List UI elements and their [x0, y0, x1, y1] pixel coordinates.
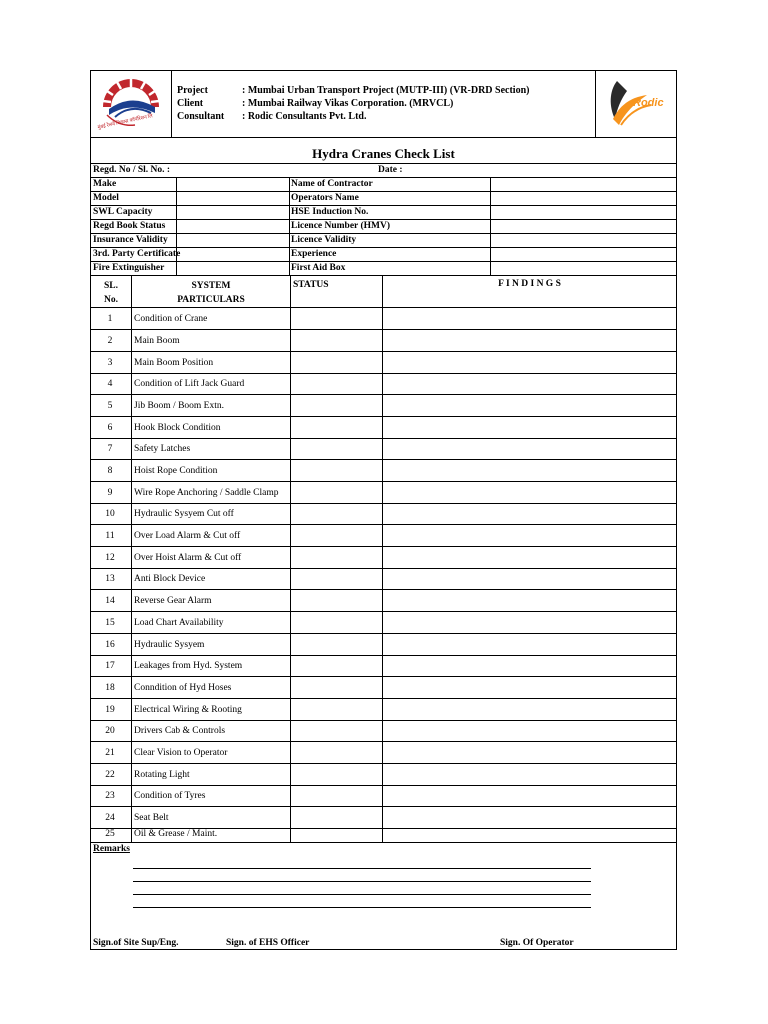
item-number: 4 — [107, 379, 113, 389]
item-number: 1 — [107, 314, 113, 324]
consultant-value: : Rodic Consultants Pvt. Ltd. — [242, 111, 367, 122]
client-label: Client — [177, 98, 204, 109]
item-text: Jib Boom / Boom Extn. — [134, 401, 224, 411]
item-text: Electrical Wiring & Rooting — [134, 705, 242, 715]
item-number: 2 — [107, 336, 113, 346]
item-text: Safety Latches — [134, 444, 191, 454]
item-number: 19 — [105, 705, 115, 715]
item-number: 13 — [105, 574, 115, 584]
item-number: 3 — [107, 358, 113, 368]
item-text: Hydraulic Sysyem — [134, 640, 205, 650]
project-label: Project — [177, 85, 208, 96]
item-number: 14 — [105, 596, 115, 606]
consultant-label: Consultant — [177, 111, 225, 122]
item-text: Anti Block Device — [134, 574, 206, 584]
item-text: Main Boom — [134, 336, 180, 346]
item-text: Over Hoist Alarm & Cut off — [134, 553, 242, 563]
item-number: 12 — [105, 553, 115, 563]
checklist-sheet — [90, 70, 677, 950]
status-header: STATUS — [293, 280, 329, 290]
item-text: Clear Vision to Operator — [134, 748, 228, 758]
client-value: : Mumbai Railway Vikas Corporation. (MRVCL) — [242, 98, 454, 109]
licence-number-label: Licence Number (HMV) — [291, 221, 391, 231]
item-text: Condition of Crane — [134, 314, 208, 324]
licence-validity-label: Licence Validity — [291, 235, 357, 245]
item-text: Oil & Grease / Maint. — [134, 829, 218, 839]
insurance-label: Insurance Validity — [93, 235, 168, 245]
item-text: Rotating Light — [134, 770, 190, 780]
page-title: Hydra Cranes Check List — [312, 146, 455, 161]
mrvc-logo-text: मुंबई रेलवे विकास कॉर्पोरेशन लि — [97, 114, 154, 131]
findings-header: F I N D I N G S — [498, 279, 561, 289]
system-header: SYSTEM PARTICULARS — [177, 281, 245, 305]
operator-name-label: Operators Name — [291, 193, 359, 203]
item-text: Wire Rope Anchoring / Saddle Clamp — [134, 488, 279, 498]
first-aid-label: First Aid Box — [291, 263, 346, 273]
date-label: Date : — [378, 165, 403, 175]
item-number: 9 — [107, 488, 113, 498]
ehs-signature-label: Sign. of EHS Officer — [226, 938, 310, 948]
project-value: : Mumbai Urban Transport Project (MUTP-III) (VR-DRD Section) — [242, 85, 530, 96]
remarks-line — [133, 907, 591, 908]
item-text: Reverse Gear Alarm — [134, 596, 212, 606]
item-number: 11 — [105, 531, 115, 541]
operator-signature-label: Sign. Of Operator — [500, 938, 574, 948]
item-text: Seat Belt — [134, 813, 169, 823]
site-signature-label: Sign.of Site Sup/Eng. — [93, 938, 179, 948]
mrvc-logo — [95, 73, 167, 133]
regd-book-label: Regd Book Status — [93, 221, 166, 231]
remarks-line — [133, 868, 591, 869]
item-number: 7 — [107, 444, 113, 454]
item-number: 17 — [105, 661, 115, 671]
item-number: 6 — [107, 423, 113, 433]
item-text: Over Load Alarm & Cut off — [134, 531, 241, 541]
item-text: Main Boom Position — [134, 358, 214, 368]
item-number: 22 — [105, 770, 115, 780]
model-label: Model — [93, 193, 119, 203]
item-number: 16 — [105, 640, 115, 650]
item-text: Conndition of Hyd Hoses — [134, 683, 232, 693]
item-number: 5 — [107, 401, 113, 411]
item-text: Leakages from Hyd. System — [134, 661, 243, 671]
rodic-logo-text: Rodic — [633, 97, 664, 109]
item-text: Drivers Cab & Controls — [134, 726, 226, 736]
fire-extinguisher-label: Fire Extinguisher — [93, 263, 165, 273]
experience-label: Experience — [291, 249, 337, 259]
remarks-line — [133, 881, 591, 882]
regd-label: Regd. No / Sl. No. : — [93, 165, 171, 175]
item-number: 20 — [105, 726, 115, 736]
swl-capacity-label: SWL Capacity — [93, 207, 153, 217]
make-label: Make — [93, 179, 117, 189]
item-number: 18 — [105, 683, 115, 693]
item-text: Hydraulic Sysyem Cut off — [134, 509, 234, 519]
sl-header: SL. No. — [104, 281, 118, 305]
item-number: 21 — [105, 748, 115, 758]
item-number: 10 — [105, 509, 115, 519]
item-number: 25 — [105, 829, 115, 839]
contractor-label: Name of Contractor — [291, 179, 373, 189]
hse-induction-label: HSE Induction No. — [291, 207, 369, 217]
item-text: Hoist Rope Condition — [134, 466, 218, 476]
third-party-label: 3rd. Party Certificate — [93, 249, 181, 259]
item-text: Condition of Lift Jack Guard — [134, 379, 245, 389]
rodic-logo — [599, 73, 673, 133]
item-number: 15 — [105, 618, 115, 628]
item-number: 24 — [105, 813, 115, 823]
remarks-line — [133, 894, 591, 895]
remarks-label: Remarks — [93, 844, 130, 854]
item-text: Condition of Tyres — [134, 791, 206, 801]
item-text: Load Chart Availability — [134, 618, 224, 628]
item-number: 8 — [107, 466, 113, 476]
item-number: 23 — [105, 791, 115, 801]
item-text: Hook Block Condition — [134, 423, 221, 433]
